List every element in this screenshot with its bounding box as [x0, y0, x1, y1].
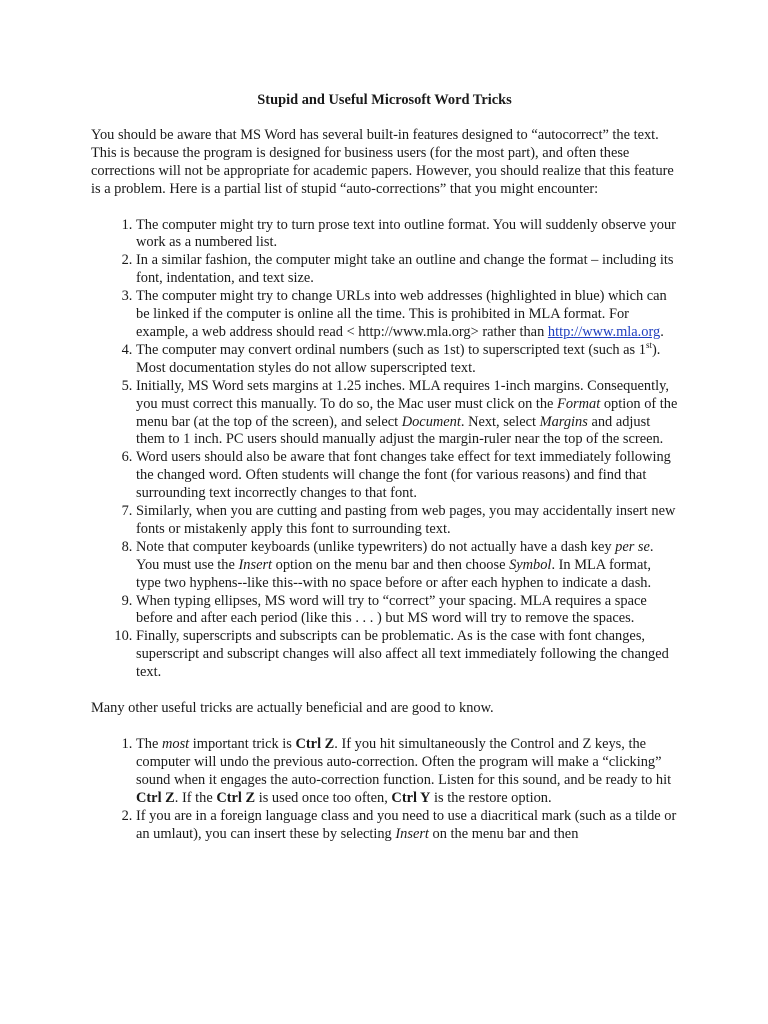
item-text: is used once too often,: [255, 789, 392, 806]
list-item: [136, 288, 678, 342]
shortcut-ctrl-z: Ctrl Z: [136, 789, 175, 806]
list-item: [136, 539, 678, 593]
superscript-st: st: [645, 340, 652, 351]
list-item: [136, 378, 678, 450]
item-text: Similarly, when you are cutting and pasting from web pages, you may accidentally insert new fonts or mistakenly apply this font to surrounding text.: [136, 503, 676, 537]
item-text: ). Most documentation styles do not allow superscripted text.: [136, 341, 661, 376]
list-item: [136, 252, 678, 288]
list-item: [136, 736, 678, 808]
emphasis-insert: Insert: [395, 825, 429, 842]
shortcut-ctrl-y: Ctrl Y: [391, 789, 431, 806]
useful-tricks-list: [91, 736, 678, 843]
emphasis-document: Document: [401, 413, 461, 430]
emphasis-per-se: per se: [615, 538, 650, 555]
useful-intro-paragraph: Many other useful tricks are actually beneficial and are good to know.: [91, 700, 494, 717]
item-text: . In MLA format, type two hyphens--like this--with no space before or after each hyphen to indicate a dash.: [136, 556, 652, 591]
item-text: and adjust them to 1 inch. PC users should manually adjust the margin-ruler near the top of the screen.: [136, 413, 664, 448]
item-text: on the menu bar and then: [428, 825, 579, 842]
item-text: .: [660, 323, 664, 340]
item-text: When typing ellipses, MS word will try to “correct” your spacing. MLA requires a space before and after each period (like this . . . ) but MS word will try to remove the spaces.: [136, 592, 647, 627]
emphasis-symbol: Symbol: [509, 556, 552, 573]
item-text: is the restore option.: [430, 789, 552, 806]
list-item: [136, 628, 678, 682]
emphasis-most: most: [161, 736, 190, 752]
document-title: Stupid and Useful Microsoft Word Tricks: [257, 92, 512, 108]
shortcut-ctrl-z: Ctrl Z: [295, 736, 335, 752]
shortcut-ctrl-z: Ctrl Z: [216, 789, 256, 806]
item-text: Finally, superscripts and subscripts can be problematic. As is the case with font changes, superscript and subscript changes will also affect all text immediately following the changed text.: [136, 628, 669, 681]
intro-paragraph: You should be aware that MS Word has several built-in features designed to “autocorrect” the text. This is because the program is designed for business users (for the most part), and often these corrections will not be appropriate for academic papers. However, you should realize that this feature is a problem. Here is a partial list of stupid “auto-corrections” that you might encounter:: [91, 126, 674, 197]
item-text: option on the menu bar and then choose: [272, 556, 510, 573]
item-text: The computer may convert ordinal numbers (such as 1st) to superscripted text (such as 1: [136, 341, 646, 358]
item-text: important trick is: [189, 736, 296, 752]
emphasis-format: Format: [557, 395, 601, 412]
list-item: [136, 503, 678, 539]
item-text: . You must use the: [136, 538, 654, 573]
item-text: In a similar fashion, the computer might take an outline and change the format – including its font, indentation, and text size.: [136, 252, 674, 287]
item-text: Note that computer keyboards (unlike typewriters) do not actually have a dash key: [136, 538, 616, 555]
list-item: [136, 217, 678, 253]
emphasis-margins: Margins: [539, 413, 588, 430]
item-text: Initially, MS Word sets margins at 1.25 inches. MLA requires 1-inch margins. Consequently, you must correct this manually. To do so, the Mac user must click on the: [136, 377, 669, 412]
list-item: [136, 449, 678, 503]
item-text: Word users should also be aware that font changes take effect for text immediately following the changed word. Often students will change the font (for various reasons) and find that surrounding text incorrectly changes to that font.: [136, 449, 671, 502]
list-item: [136, 342, 678, 378]
mla-hyperlink[interactable]: http://www.mla.org: [547, 323, 661, 340]
item-text: If you are in a foreign language class and you need to use a diacritical mark (such as a tilde or an umlaut), you can insert these by selecting: [136, 807, 677, 842]
item-text: . If you hit simultaneously the Control and Z keys, the computer will undo the previous auto-correction. Often the program will make a “clicking” sound when it engages the auto-correction function. Listen for this sound, and be ready to hit: [136, 736, 672, 788]
list-item: [136, 593, 678, 629]
emphasis-insert: Insert: [238, 556, 273, 573]
item-text: The computer might try to turn prose text into outline format. You will suddenly observe your work as a numbered list.: [136, 216, 676, 251]
list-item: [136, 808, 678, 844]
item-text: . If the: [174, 789, 217, 806]
stupid-corrections-list: [91, 217, 678, 683]
item-text: option of the menu bar (at the top of the screen), and select: [136, 395, 678, 430]
item-text: The: [136, 736, 162, 752]
item-text: . Next, select: [460, 413, 540, 430]
item-text: The computer might try to change URLs into web addresses (highlighted in blue) which can be linked if the computer is online all the time. This is prohibited in MLA format. For example, a web address should read < http://www.mla.org> rather than: [136, 288, 667, 340]
